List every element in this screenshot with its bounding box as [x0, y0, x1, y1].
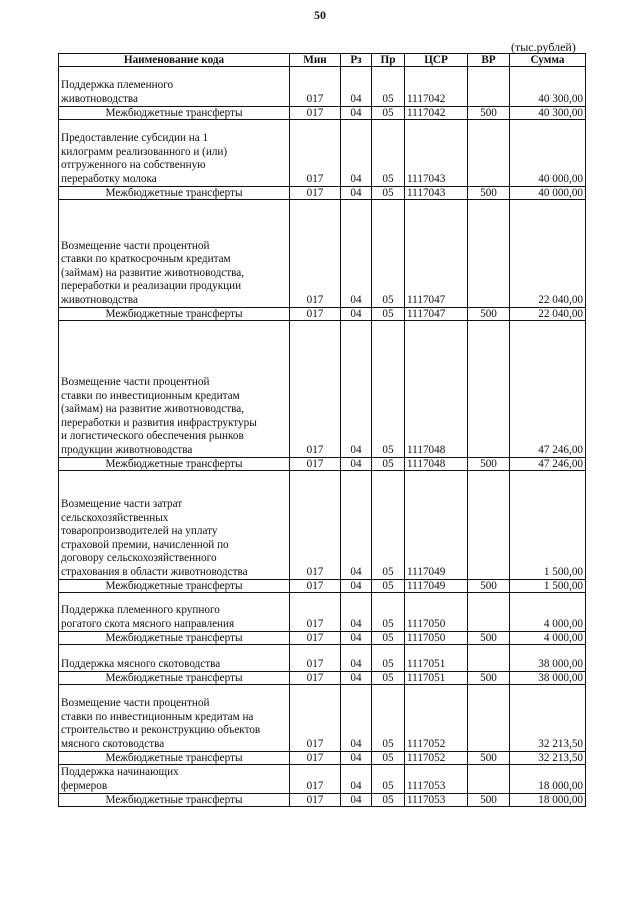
transfer-vr: 500 [468, 752, 510, 765]
header-sum: Сумма [510, 54, 586, 67]
transfer-vr: 500 [468, 458, 510, 471]
header-pr: Пр [372, 54, 405, 67]
transfer-sum: 40 000,00 [510, 187, 586, 200]
item-csr: 1117053 [405, 765, 468, 794]
item-pr: 05 [372, 321, 405, 458]
transfer-csr: 1117050 [405, 632, 468, 645]
transfer-vr: 500 [468, 308, 510, 321]
item-min: 017 [290, 321, 341, 458]
transfer-row [59, 794, 586, 807]
item-min: 017 [290, 471, 341, 580]
transfer-rz: 04 [341, 752, 372, 765]
item-sum: 1 500,00 [510, 471, 586, 580]
item-min: 017 [290, 645, 341, 672]
item-rz: 04 [341, 67, 372, 107]
header-csr: ЦСР [405, 54, 468, 67]
item-vr [468, 200, 510, 308]
transfer-vr: 500 [468, 107, 510, 120]
item-rz: 04 [341, 645, 372, 672]
item-csr: 1117051 [405, 645, 468, 672]
transfer-row [59, 632, 586, 645]
item-vr [468, 593, 510, 632]
header-name: Наименование кода [59, 54, 290, 67]
item-name: Поддержка племенного животноводства [59, 67, 290, 107]
item-sum: 18 000,00 [510, 765, 586, 794]
transfer-sum: 40 300,00 [510, 107, 586, 120]
transfer-min: 017 [290, 107, 341, 120]
transfer-sum: 32 213,50 [510, 752, 586, 765]
item-min: 017 [290, 67, 341, 107]
item-pr: 05 [372, 471, 405, 580]
transfer-name: Межбюджетные трансферты [59, 580, 290, 593]
item-pr: 05 [372, 645, 405, 672]
item-rz: 04 [341, 200, 372, 308]
table-row [59, 67, 586, 107]
transfer-row [59, 308, 586, 321]
item-csr: 1117047 [405, 200, 468, 308]
transfer-csr: 1117048 [405, 458, 468, 471]
table-row [59, 685, 586, 752]
transfer-name: Межбюджетные трансферты [59, 458, 290, 471]
item-min: 017 [290, 200, 341, 308]
transfer-name: Межбюджетные трансферты [59, 794, 290, 807]
transfer-min: 017 [290, 794, 341, 807]
item-pr: 05 [372, 593, 405, 632]
item-min: 017 [290, 593, 341, 632]
item-csr: 1117049 [405, 471, 468, 580]
transfer-pr: 05 [372, 458, 405, 471]
transfer-sum: 4 000,00 [510, 632, 586, 645]
item-sum: 47 246,00 [510, 321, 586, 458]
item-pr: 05 [372, 67, 405, 107]
budget-table [58, 53, 586, 807]
table-row [59, 471, 586, 580]
item-csr: 1117050 [405, 593, 468, 632]
item-sum: 38 000,00 [510, 645, 586, 672]
transfer-min: 017 [290, 672, 341, 685]
transfer-row [59, 107, 586, 120]
transfer-csr: 1117053 [405, 794, 468, 807]
transfer-csr: 1117047 [405, 308, 468, 321]
transfer-sum: 1 500,00 [510, 580, 586, 593]
transfer-vr: 500 [468, 632, 510, 645]
transfer-min: 017 [290, 632, 341, 645]
item-pr: 05 [372, 120, 405, 187]
transfer-min: 017 [290, 752, 341, 765]
transfer-name: Межбюджетные трансферты [59, 187, 290, 200]
item-pr: 05 [372, 200, 405, 308]
item-min: 017 [290, 685, 341, 752]
header-min: Мин [290, 54, 341, 67]
transfer-vr: 500 [468, 672, 510, 685]
transfer-rz: 04 [341, 672, 372, 685]
transfer-name: Межбюджетные трансферты [59, 308, 290, 321]
table-row [59, 645, 586, 672]
transfer-min: 017 [290, 580, 341, 593]
item-csr: 1117042 [405, 67, 468, 107]
header-vr: ВР [468, 54, 510, 67]
header-rz: Рз [341, 54, 372, 67]
transfer-pr: 05 [372, 672, 405, 685]
item-name: Возмещение части процентной ставки по краткосрочным кредитам (займам) на развитие животноводства, переработки и реализации продукции животноводства [59, 200, 290, 308]
transfer-pr: 05 [372, 632, 405, 645]
table-body [59, 67, 586, 807]
transfer-row [59, 187, 586, 200]
transfer-rz: 04 [341, 187, 372, 200]
item-sum: 4 000,00 [510, 593, 586, 632]
transfer-row [59, 672, 586, 685]
transfer-pr: 05 [372, 107, 405, 120]
item-vr [468, 67, 510, 107]
item-csr: 1117048 [405, 321, 468, 458]
item-pr: 05 [372, 765, 405, 794]
transfer-rz: 04 [341, 107, 372, 120]
item-name: Предоставление субсидии на 1 килограмм реализованного и (или) отгруженного на собственную переработку молока [59, 120, 290, 187]
units-label: (тыс.рублей) [511, 40, 576, 54]
item-name: Возмещение части процентной ставки по инвестиционным кредитам на строительство и реконструкцию объектов мясного скотоводства [59, 685, 290, 752]
item-csr: 1117043 [405, 120, 468, 187]
transfer-vr: 500 [468, 187, 510, 200]
transfer-min: 017 [290, 458, 341, 471]
transfer-row [59, 752, 586, 765]
item-pr: 05 [372, 685, 405, 752]
page-number: 50 [314, 8, 326, 22]
item-name: Поддержка племенного крупного рогатого скота мясного направления [59, 593, 290, 632]
transfer-pr: 05 [372, 187, 405, 200]
table-row [59, 321, 586, 458]
item-vr [468, 645, 510, 672]
item-sum: 40 300,00 [510, 67, 586, 107]
table-row [59, 765, 586, 794]
transfer-csr: 1117052 [405, 752, 468, 765]
item-vr [468, 685, 510, 752]
item-sum: 32 213,50 [510, 685, 586, 752]
transfer-name: Межбюджетные трансферты [59, 752, 290, 765]
transfer-rz: 04 [341, 794, 372, 807]
transfer-rz: 04 [341, 632, 372, 645]
transfer-rz: 04 [341, 580, 372, 593]
transfer-row [59, 458, 586, 471]
transfer-row [59, 580, 586, 593]
transfer-rz: 04 [341, 308, 372, 321]
item-vr [468, 765, 510, 794]
table-row [59, 593, 586, 632]
item-csr: 1117052 [405, 685, 468, 752]
item-name: Поддержка мясного скотоводства [59, 645, 290, 672]
transfer-min: 017 [290, 308, 341, 321]
transfer-csr: 1117051 [405, 672, 468, 685]
transfer-rz: 04 [341, 458, 372, 471]
item-min: 017 [290, 765, 341, 794]
item-name: Возмещение части процентной ставки по инвестиционным кредитам (займам) на развитие животноводства, переработки и развития инфраструктуры и логистического обеспечения рынков продукции животноводства [59, 321, 290, 458]
transfer-csr: 1117049 [405, 580, 468, 593]
item-vr [468, 120, 510, 187]
transfer-vr: 500 [468, 794, 510, 807]
item-min: 017 [290, 120, 341, 187]
transfer-sum: 38 000,00 [510, 672, 586, 685]
table-row [59, 200, 586, 308]
transfer-sum: 22 040,00 [510, 308, 586, 321]
item-rz: 04 [341, 685, 372, 752]
transfer-name: Межбюджетные трансферты [59, 672, 290, 685]
transfer-min: 017 [290, 187, 341, 200]
item-vr [468, 471, 510, 580]
transfer-pr: 05 [372, 794, 405, 807]
item-sum: 22 040,00 [510, 200, 586, 308]
item-rz: 04 [341, 321, 372, 458]
table-row [59, 120, 586, 187]
item-name: Возмещение части затрат сельскохозяйственных товаропроизводителей на уплату страховой премии, начисленной по договору сельскохозяйственного страхования в области животноводства [59, 471, 290, 580]
transfer-sum: 47 246,00 [510, 458, 586, 471]
transfer-csr: 1117042 [405, 107, 468, 120]
item-vr [468, 321, 510, 458]
item-sum: 40 000,00 [510, 120, 586, 187]
transfer-vr: 500 [468, 580, 510, 593]
transfer-pr: 05 [372, 752, 405, 765]
transfer-sum: 18 000,00 [510, 794, 586, 807]
item-rz: 04 [341, 593, 372, 632]
item-rz: 04 [341, 765, 372, 794]
transfer-pr: 05 [372, 580, 405, 593]
transfer-name: Межбюджетные трансферты [59, 107, 290, 120]
item-rz: 04 [341, 120, 372, 187]
item-rz: 04 [341, 471, 372, 580]
header-row [59, 54, 586, 67]
transfer-name: Межбюджетные трансферты [59, 632, 290, 645]
item-name: Поддержка начинающих фермеров [59, 765, 290, 794]
transfer-csr: 1117043 [405, 187, 468, 200]
transfer-pr: 05 [372, 308, 405, 321]
